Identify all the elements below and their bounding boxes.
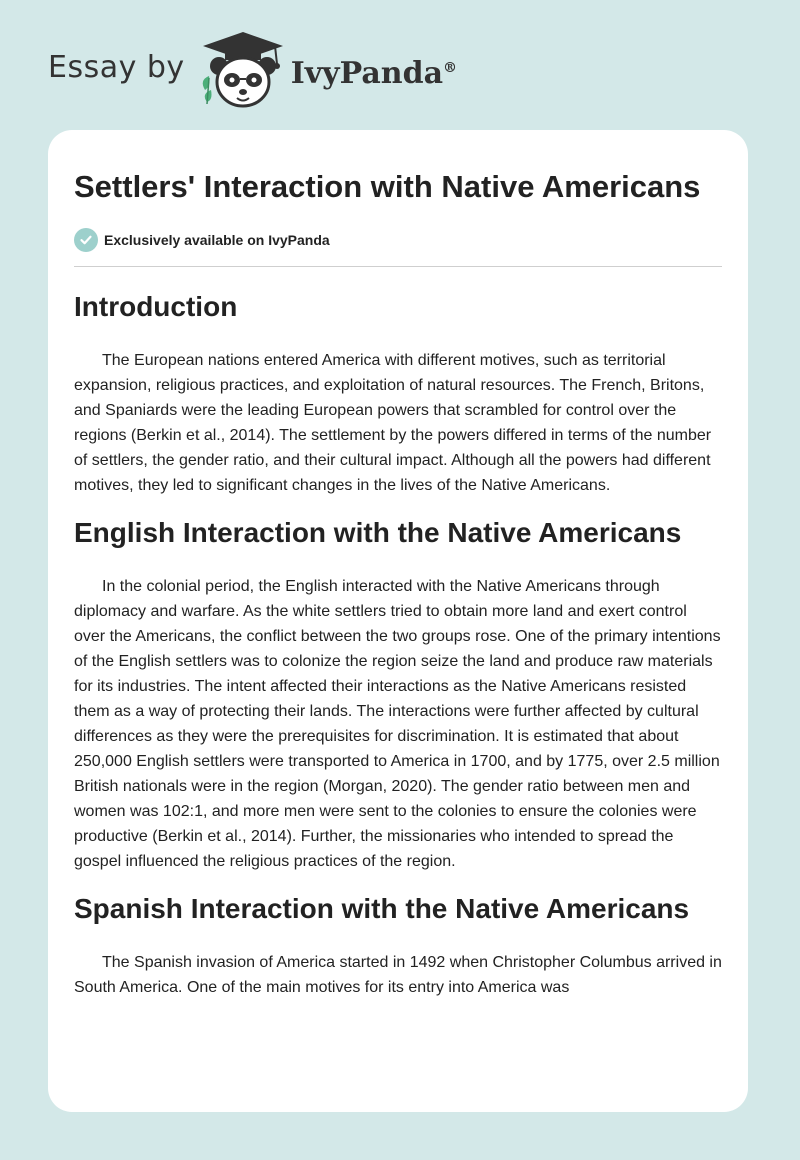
section-heading-introduction: Introduction: [74, 291, 238, 322]
registered-mark: ®: [443, 59, 458, 76]
essay-card: [48, 130, 748, 1112]
title-divider: [74, 266, 722, 267]
essay-by-label: Essay by: [48, 49, 185, 85]
badge-label: Exclusively available on IvyPanda: [104, 232, 330, 248]
section-paragraph-introduction: The European nations entered America with different motives, such as territorial expansion, religious practices, and exploitation of natural resources. The French, Britons, and Spaniards were the leading European powers that scrambled for control over the regions (Berkin et al., 2014). The settlement by the powers differed in terms of the number of settlers, the gender ratio, and their cultural impact. Although all the powers had different motives, they led to significant changes in the lives of the Native Americans.: [74, 352, 712, 494]
exclusive-badge: [74, 228, 722, 252]
page-title: Settlers' Interaction with Native Americans: [74, 169, 701, 204]
check-icon: [74, 228, 98, 252]
section-paragraph-spanish: The Spanish invasion of America started in 1492 when Christopher Columbus arrived in South America. One of the main motives for its entry into America was: [74, 954, 722, 996]
brand-text: IvyPanda: [290, 55, 444, 91]
site-header: [48, 30, 457, 110]
section-paragraph-english: In the colonial period, the English interacted with the Native Americans through diplomacy and warfare. As the white settlers tried to obtain more land and exert control over the Americans, the conflict between the two groups rose. One of the primary intentions of the English settlers was to colonize the region seize the land and produce raw materials for its industries. The intent affected their interactions as the Native Americans resisted them as a way of protecting their lands. The interactions were further affected by cultural differences as they were the prerequisites for discrimination. It is estimated that about 250,000 English settlers were transported to America in 1700, and by 1775, over 2.5 million British nationals were in the region (Morgan, 2020). The gender ratio between men and women was 102:1, and more men were sent to the colonies to ensure the colonies were productive (Berkin et al., 2014). Further, the missionaries who intended to spread the gospel influenced the religious practices of the region.: [74, 578, 721, 870]
section-heading-spanish: Spanish Interaction with the Native Americans: [74, 893, 690, 924]
section-heading-english: English Interaction with the Native Americans: [74, 517, 682, 548]
brand-name: [291, 56, 457, 91]
panda-logo-icon[interactable]: [197, 30, 289, 110]
